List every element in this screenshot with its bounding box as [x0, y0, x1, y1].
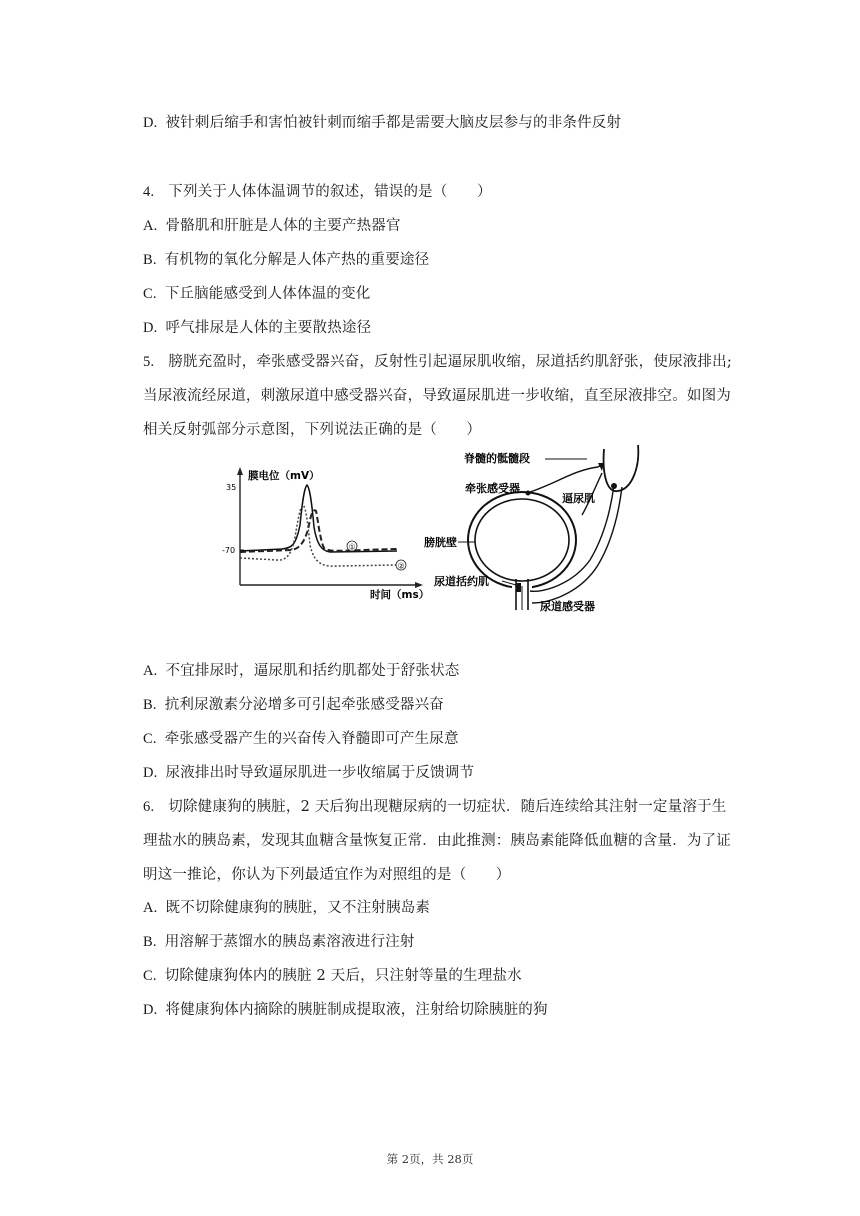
synapse-dot — [611, 483, 617, 489]
curve-1-label: ① — [348, 542, 356, 552]
x-axis-arrow — [415, 582, 423, 588]
spinal-cord — [604, 445, 639, 491]
q4-option-d: D. 呼气排尿是人体的主要散热途径 — [143, 320, 372, 336]
curve-2-label: ② — [397, 561, 405, 571]
membrane-potential-graph — [222, 467, 429, 601]
label-bladder-wall: 膀胱壁 — [424, 536, 457, 549]
label-spinal: 脊髓的骶髓段 — [464, 452, 530, 465]
curve-1-solid — [240, 485, 397, 552]
reflex-arc-figure — [222, 445, 642, 620]
curve-dashed — [240, 510, 397, 552]
q6-stem-line-1: 6. 切除健康狗的胰脏，2 天后狗出现糖尿病的一切症状．随后连续给其注射一定量溶于生 — [143, 799, 727, 815]
q6-option-b: B. 用溶解于蒸馏水的胰岛素溶液进行注射 — [143, 934, 415, 950]
q3-option-d: D. 被针刺后缩手和害怕被针刺而缩手都是需要大脑皮层参与的非条件反射 — [143, 115, 622, 131]
sphincter-muscle — [516, 583, 521, 592]
q6-stem-line-2: 理盐水的胰岛素，发现其血糖含量恢复正常．由此推测：胰岛素能降低血糖的含量．为了证 — [143, 833, 731, 849]
q6-option-a: A. 既不切除健康狗的胰脏，又不注射胰岛素 — [143, 900, 431, 916]
option-text: 被针刺后缩手和害怕被针刺而缩手都是需要大脑皮层参与的非条件反射 — [165, 115, 622, 131]
question-text: 下列关于人体体温调节的叙述，错误的是（ ） — [168, 184, 492, 200]
q5-option-c: C. 牵张感受器产生的兴奋传入脊髓即可产生尿意 — [143, 731, 459, 747]
tick-35: 35 — [226, 483, 237, 492]
q5-option-b: B. 抗利尿激素分泌增多可引起牵张感受器兴奋 — [143, 697, 445, 713]
question-number: 6. — [143, 799, 155, 815]
y-axis-label: 膜电位（mV） — [248, 470, 320, 482]
bladder-inner-wall — [475, 499, 569, 581]
q5-stem-line-2: 当尿液流经尿道，刺激尿道中感受器兴奋，导致逼尿肌进一步收缩，直至尿液排空。如图为 — [143, 388, 731, 404]
q5-stem-line-3: 相关反射弧部分示意图，下列说法正确的是（ ） — [143, 422, 482, 438]
label-detrusor: 逼尿肌 — [562, 492, 595, 505]
stretch-receptor-dot — [526, 491, 531, 496]
question-number: 4. — [143, 184, 155, 200]
q4-option-c: C. 下丘脑能感受到人体体温的变化 — [143, 286, 371, 302]
bladder-diagram — [424, 445, 638, 613]
q5-stem-line-1: 5. 膀胱充盈时，牵张感受器兴奋，反射性引起逼尿肌收缩，尿道括约肌舒张，使尿液排出; — [143, 354, 732, 370]
page-footer: 第 2页，共 28页 — [386, 1152, 474, 1166]
q5-option-a: A. 不宜排尿时，逼尿肌和括约肌都处于舒张状态 — [143, 663, 460, 679]
q4-option-b: B. 有机物的氧化分解是人体产热的重要途径 — [143, 252, 430, 268]
bladder-outer-wall — [468, 492, 576, 588]
y-axis-arrow — [237, 467, 243, 475]
figure-svg — [222, 445, 642, 620]
label-sphincter: 尿道括约肌 — [434, 575, 489, 588]
tick-neg70: -70 — [222, 546, 236, 555]
x-axis-label: 时间（ms） — [370, 589, 430, 601]
label-stretch-receptor: 牵张感受器 — [465, 482, 520, 495]
q5-option-d: D. 尿液排出时导致逼尿肌进一步收缩属于反馈调节 — [143, 765, 475, 781]
afferent-nerve-stretch — [530, 463, 604, 492]
q6-stem-line-3: 明这一推论，你认为下列最适宜作为对照组的是（ ） — [143, 867, 511, 883]
q6-option-c: C. 切除健康狗体内的胰脏 2 天后，只注射等量的生理盐水 — [143, 968, 522, 984]
q6-option-d: D. 将健康狗体内摘除的胰脏制成提取液，注射给切除胰脏的狗 — [143, 1002, 548, 1018]
label-urethra-receptor: 尿道感受器 — [540, 600, 595, 613]
q4-option-a: A. 骨骼肌和肝脏是人体的主要产热器官 — [143, 218, 401, 234]
q4-stem — [143, 180, 492, 201]
curve-2-dotted — [240, 505, 397, 566]
question-number: 5. — [143, 354, 155, 370]
